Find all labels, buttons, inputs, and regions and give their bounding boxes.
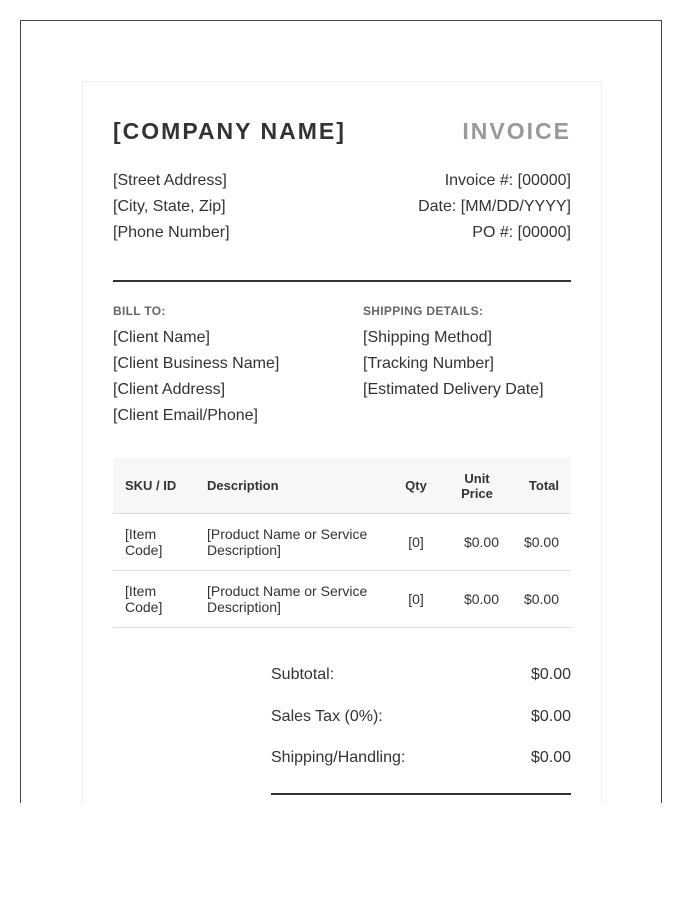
sales-tax-value: $0.00	[530, 707, 571, 725]
company-name: [COMPANY NAME]	[113, 118, 346, 144]
client-address: [Client Address]	[113, 381, 226, 398]
invoice-number: Invoice #: [00000]	[444, 172, 571, 189]
item-description-line1: [Product Name or Service	[207, 583, 368, 599]
item-unit-price: $0.00	[443, 514, 511, 571]
subtotal-value: $0.00	[530, 666, 571, 683]
company-address	[113, 168, 230, 246]
line-items-table	[113, 458, 571, 628]
bill-to-block	[113, 325, 279, 429]
po-number: PO #: [00000]	[472, 224, 571, 241]
shipping-handling-row	[271, 749, 571, 791]
item-sku-cell	[113, 571, 195, 628]
shipping-details-label: SHIPPING DETAILS:	[363, 304, 484, 318]
item-description-cell	[195, 514, 389, 571]
invoice-meta	[418, 168, 571, 246]
unit-price-header-line2: Price	[461, 485, 493, 501]
unit-price-header-line1: Unit	[464, 470, 490, 486]
client-contact: [Client Email/Phone]	[113, 407, 258, 424]
header-divider	[113, 280, 571, 282]
column-header-unit-price	[443, 458, 511, 514]
item-description-line1: [Product Name or Service	[207, 526, 368, 542]
sales-tax-row	[271, 708, 571, 750]
item-qty: [0]	[389, 571, 443, 628]
sales-tax-label: Sales Tax (0%):	[271, 707, 383, 725]
table-header-row	[113, 458, 571, 514]
shipping-block	[363, 325, 544, 403]
invoice-page	[82, 81, 602, 803]
totals-section	[271, 666, 571, 791]
item-sku-line2: Code]	[125, 542, 163, 558]
item-total: $0.00	[511, 514, 571, 571]
phone-number: [Phone Number]	[113, 224, 230, 241]
invoice-title: INVOICE	[462, 118, 571, 144]
tracking-number: [Tracking Number]	[363, 355, 494, 372]
item-sku-line2: Code]	[125, 599, 163, 615]
item-sku-line1: [Item	[125, 583, 157, 599]
street-address: [Street Address]	[113, 172, 227, 189]
item-qty: [0]	[389, 514, 443, 571]
totals-divider	[271, 793, 571, 795]
item-total: $0.00	[511, 571, 571, 628]
column-header-description: Description	[195, 458, 389, 514]
subtotal-label: Subtotal:	[271, 666, 335, 683]
client-name: [Client Name]	[113, 329, 210, 346]
column-header-qty: Qty	[389, 458, 443, 514]
item-description-line2: Description]	[207, 542, 281, 558]
shipping-handling-label: Shipping/Handling:	[271, 749, 406, 766]
item-sku-cell	[113, 514, 195, 571]
estimated-delivery-date: [Estimated Delivery Date]	[363, 381, 544, 398]
column-header-total: Total	[511, 458, 571, 514]
table-row	[113, 571, 571, 628]
city-state-zip: [City, State, Zip]	[113, 198, 226, 215]
shipping-method: [Shipping Method]	[363, 329, 492, 346]
item-description-line2: Description]	[207, 599, 281, 615]
bill-to-label: BILL TO:	[113, 304, 166, 318]
item-sku-line1: [Item	[125, 526, 157, 542]
item-unit-price: $0.00	[443, 571, 511, 628]
shipping-handling-value: $0.00	[530, 749, 571, 766]
column-header-sku: SKU / ID	[113, 458, 195, 514]
invoice-date: Date: [MM/DD/YYYY]	[418, 198, 571, 215]
table-row	[113, 514, 571, 571]
client-business-name: [Client Business Name]	[113, 355, 280, 372]
document-viewport	[20, 20, 662, 803]
subtotal-row	[271, 666, 571, 708]
item-description-cell	[195, 571, 389, 628]
